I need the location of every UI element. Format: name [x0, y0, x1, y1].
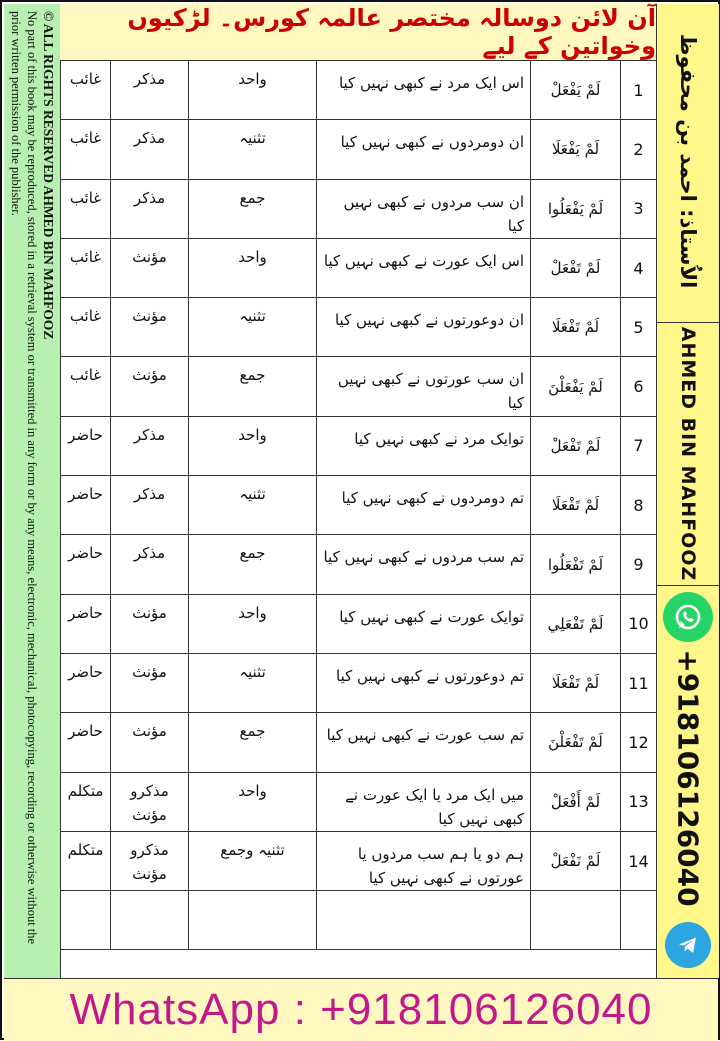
- table-row: [61, 891, 657, 950]
- table-row: [61, 120, 657, 179]
- meaning-cell: توایک عورت نے کبھی نہیں کیا: [317, 594, 531, 653]
- person-cell: حاضر: [61, 653, 111, 712]
- gender-cell: مؤنث: [111, 357, 189, 416]
- number-cell: تثنیہ: [189, 298, 317, 357]
- verb-cell: لَمْ نَفْعَلْ: [531, 831, 621, 890]
- table-row: [61, 416, 657, 475]
- row-number-cell: 12: [621, 713, 657, 772]
- verb-cell: [531, 891, 621, 950]
- meaning-cell: تم دومردوں نے کبھی نہیں کیا: [317, 476, 531, 535]
- person-cell: غائب: [61, 61, 111, 120]
- table-row: [61, 298, 657, 357]
- number-cell: تثنیہ وجمع: [189, 831, 317, 890]
- verb-cell: لَمْ تَفْعَلَا: [531, 653, 621, 712]
- person-cell: [61, 891, 111, 950]
- table-row: [61, 594, 657, 653]
- copyright-notice: No part of this book may be reproduced, stored in a retrieval system or transmitted in any form or by any means, electronic, mechanical, photocopying, recording or otherwise without the prior written permission of the publisher.: [9, 11, 39, 945]
- person-cell: متکلم: [61, 831, 111, 890]
- footer-whatsapp: WhatsApp : +918106126040: [69, 985, 653, 1034]
- number-cell: تثنیہ: [189, 653, 317, 712]
- gender-cell: مؤنث: [111, 594, 189, 653]
- teacher-name-english: AHMED BIN MAHFOOZ: [677, 326, 699, 582]
- gender-cell: مذکر: [111, 476, 189, 535]
- verb-cell: لَمْ تَفْعَلَا: [531, 298, 621, 357]
- number-cell: جمع: [189, 179, 317, 238]
- person-cell: غائب: [61, 357, 111, 416]
- teacher-label: [657, 4, 719, 318]
- row-number-cell: 3: [621, 179, 657, 238]
- person-cell: متکلم: [61, 772, 111, 831]
- verb-cell: لَمْ یَفْعَلْ: [531, 61, 621, 120]
- person-cell: حاضر: [61, 416, 111, 475]
- meaning-cell: تم دوعورتوں نے کبھی نہیں کیا: [317, 653, 531, 712]
- title-bar: [60, 4, 656, 61]
- row-number-cell: 14: [621, 831, 657, 890]
- table-row: [61, 476, 657, 535]
- table-row: [61, 238, 657, 297]
- gender-cell: [111, 891, 189, 950]
- meaning-cell: [317, 891, 531, 950]
- number-cell: واحد: [189, 594, 317, 653]
- table-row: [61, 713, 657, 772]
- teacher-name-urdu: الاُستاذ: احمد بن محفوظ: [676, 33, 700, 289]
- number-cell: تثنیہ: [189, 476, 317, 535]
- gender-cell: مؤنث: [111, 238, 189, 297]
- gender-cell: مذکر: [111, 120, 189, 179]
- row-number-cell: 10: [621, 594, 657, 653]
- meaning-cell: ان سب مردوں نے کبھی نہیں کیا: [317, 179, 531, 238]
- number-cell: جمع: [189, 713, 317, 772]
- verb-cell: لَمْ تَفْعَلْ: [531, 238, 621, 297]
- verb-cell: لَمْ تَفْعَلِي: [531, 594, 621, 653]
- row-number-cell: 4: [621, 238, 657, 297]
- whatsapp-icon[interactable]: [663, 592, 713, 642]
- conjugation-table: [60, 60, 657, 950]
- copyright-text: [8, 11, 56, 971]
- gender-cell: مذکرو مؤنث: [111, 831, 189, 890]
- phone-number: +918106126040: [671, 649, 705, 907]
- row-number-cell: [621, 891, 657, 950]
- person-cell: غائب: [61, 238, 111, 297]
- gender-cell: مذکر: [111, 179, 189, 238]
- meaning-cell: اس ایک عورت نے کبھی نہیں کیا: [317, 238, 531, 297]
- person-cell: غائب: [61, 179, 111, 238]
- gender-cell: مذکر: [111, 61, 189, 120]
- verb-cell: لَمْ یَفْعَلْنَ: [531, 357, 621, 416]
- table-row: [61, 653, 657, 712]
- gender-cell: مؤنث: [111, 713, 189, 772]
- row-number-cell: 6: [621, 357, 657, 416]
- meaning-cell: ان دومردوں نے کبھی نہیں کیا: [317, 120, 531, 179]
- table-row: [61, 535, 657, 594]
- gender-cell: مذکر: [111, 416, 189, 475]
- person-cell: حاضر: [61, 713, 111, 772]
- row-number-cell: 5: [621, 298, 657, 357]
- table-row: [61, 831, 657, 890]
- number-cell: واحد: [189, 772, 317, 831]
- person-cell: حاضر: [61, 476, 111, 535]
- meaning-cell: تم سب مردوں نے کبھی نہیں کیا: [317, 535, 531, 594]
- conjugation-table-wrap: [60, 60, 656, 950]
- meaning-cell: میں ایک مرد یا ایک عورت نے کبھی نہیں کیا: [317, 772, 531, 831]
- row-number-cell: 11: [621, 653, 657, 712]
- row-number-cell: 9: [621, 535, 657, 594]
- number-cell: جمع: [189, 535, 317, 594]
- teacher-strip: [656, 4, 719, 978]
- gender-cell: مؤنث: [111, 298, 189, 357]
- number-cell: تثنیہ: [189, 120, 317, 179]
- row-number-cell: 13: [621, 772, 657, 831]
- row-number-cell: 1: [621, 61, 657, 120]
- meaning-cell: تم سب عورت نے کبھی نہیں کیا: [317, 713, 531, 772]
- meaning-cell: ان سب عورتوں نے کبھی نہیں کیا: [317, 357, 531, 416]
- row-number-cell: 7: [621, 416, 657, 475]
- number-cell: واحد: [189, 61, 317, 120]
- gender-cell: مذکرو مؤنث: [111, 772, 189, 831]
- verb-cell: لَمْ أَفْعَلْ: [531, 772, 621, 831]
- verb-cell: لَمْ تَفْعَلُوا: [531, 535, 621, 594]
- gender-cell: مذکر: [111, 535, 189, 594]
- verb-cell: لَمْ تَفْعَلْنَ: [531, 713, 621, 772]
- footer-bar: [4, 978, 718, 1041]
- number-cell: [189, 891, 317, 950]
- row-number-cell: 8: [621, 476, 657, 535]
- teacher-name-box: [657, 322, 719, 586]
- meaning-cell: ان دوعورتوں نے کبھی نہیں کیا: [317, 298, 531, 357]
- table-row: [61, 772, 657, 831]
- table-row: [61, 61, 657, 120]
- copyright-rights: © ALL RIGHTS RESERVED AHMED BIN MAHFOOZ: [41, 11, 56, 340]
- person-cell: حاضر: [61, 594, 111, 653]
- verb-cell: لَمْ تَفْعَلَا: [531, 476, 621, 535]
- phone-number-box: [657, 644, 719, 912]
- person-cell: غائب: [61, 120, 111, 179]
- copyright-strip: [4, 4, 61, 978]
- page-title: آن لائن دوسالہ مختصر عالمہ کورس۔ لڑکیوں وخواتین کے لیے: [127, 4, 656, 60]
- meaning-cell: اس ایک مرد نے کبھی نہیں کیا: [317, 61, 531, 120]
- verb-cell: لَمْ یَفْعَلُوا: [531, 179, 621, 238]
- table-row: [61, 357, 657, 416]
- row-number-cell: 2: [621, 120, 657, 179]
- verb-cell: لَمْ تَفْعَلْ: [531, 416, 621, 475]
- gender-cell: مؤنث: [111, 653, 189, 712]
- number-cell: واحد: [189, 238, 317, 297]
- number-cell: جمع: [189, 357, 317, 416]
- table-row: [61, 179, 657, 238]
- person-cell: حاضر: [61, 535, 111, 594]
- meaning-cell: ہم دو یا ہم سب مردوں یا عورتوں نے کبھی نہیں کیا: [317, 831, 531, 890]
- number-cell: واحد: [189, 416, 317, 475]
- telegram-icon[interactable]: [665, 922, 711, 968]
- person-cell: غائب: [61, 298, 111, 357]
- verb-cell: لَمْ یَفْعَلَا: [531, 120, 621, 179]
- meaning-cell: توایک مرد نے کبھی نہیں کیا: [317, 416, 531, 475]
